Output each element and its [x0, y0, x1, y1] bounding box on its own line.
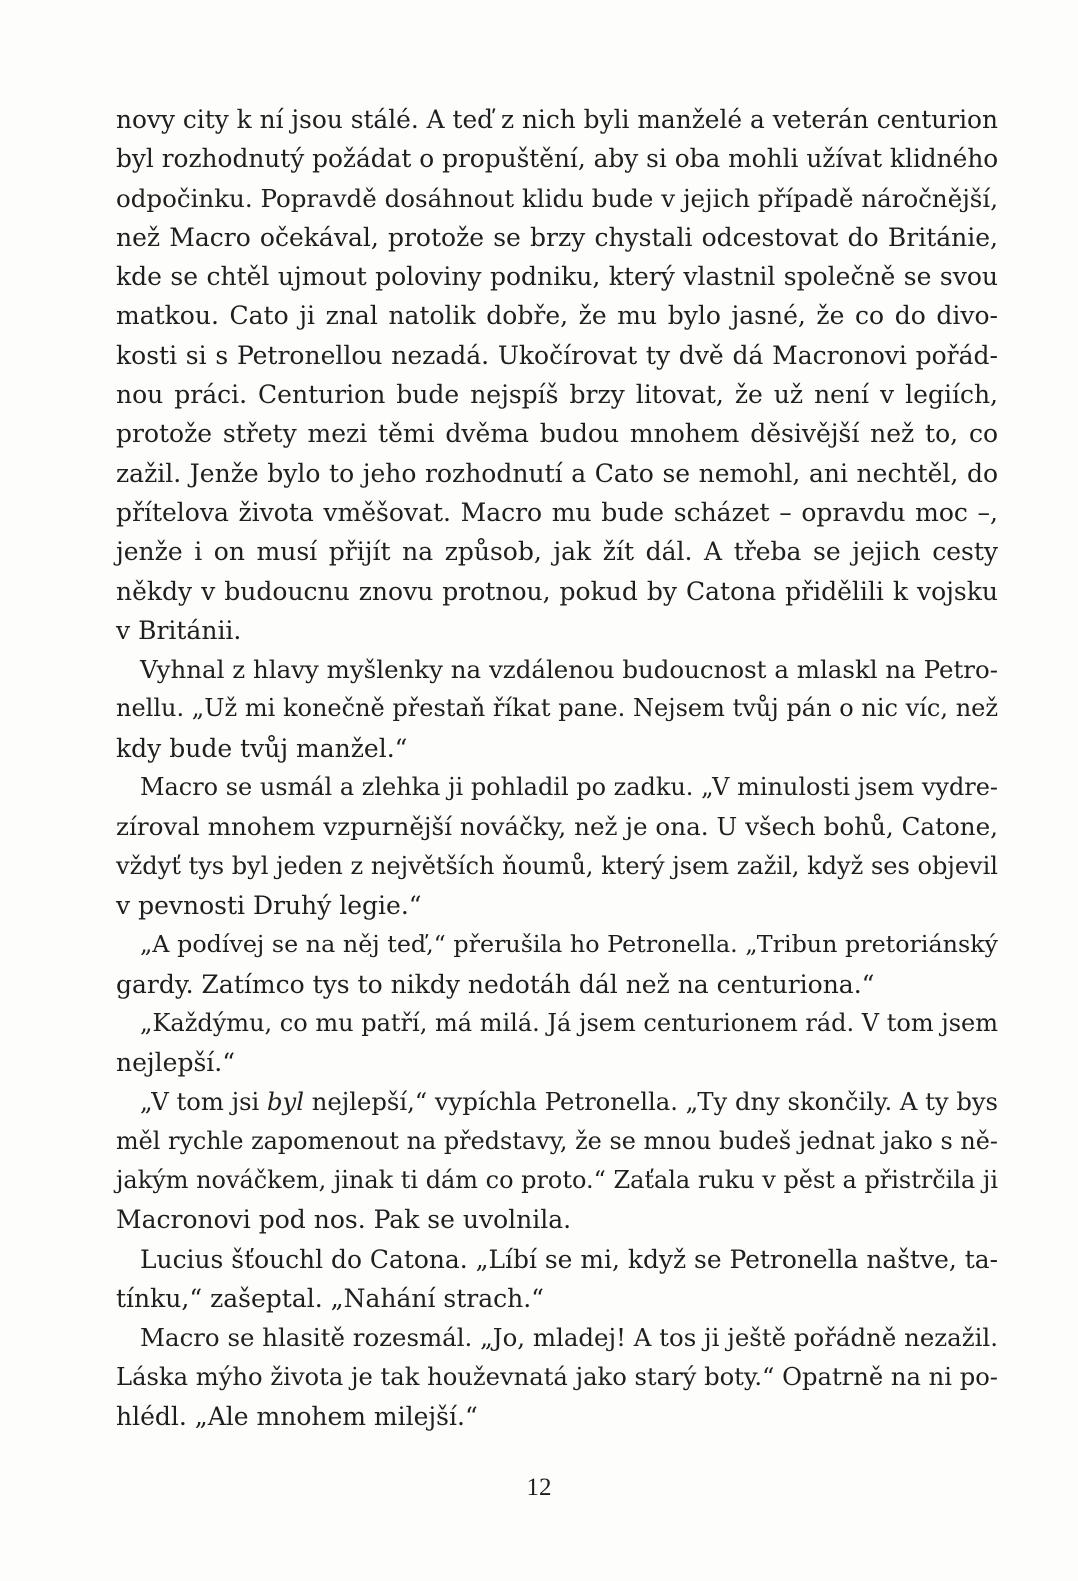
paragraph	[116, 650, 998, 768]
text-line: nellu. „Už mi konečně přestaň říkat pane. Nejsem tvůj pán o nic víc, než	[116, 694, 998, 723]
paragraph	[116, 100, 998, 650]
paragraph	[116, 768, 998, 925]
page-number: 12	[526, 1474, 552, 1501]
text-line: jenže i on musí přijít na způsob, jak žít dál. A třeba se jejich cesty	[116, 537, 998, 567]
text-line: tínku,“ zašeptal. „Nahání strach.“	[116, 1283, 544, 1313]
paragraph	[116, 1004, 998, 1083]
text-line: přítelova života vměšovat. Macro mu bude scházet – opravdu moc –,	[116, 497, 998, 527]
text-line: kdy bude tvůj manžel.“	[116, 733, 408, 763]
text-line: „V tom jsi byl nejlepší,“ vypíchla Petronella. „Ty dny skončily. A ty bys	[140, 1087, 999, 1117]
text-line: Láska mýho života je tak houževnatá jako starý boty.“ Opatrně na ni po-	[116, 1362, 998, 1391]
paragraph	[116, 1082, 998, 1239]
text-line: protože střety mezi těmi dvěma budou mnohem děsivější než to, co	[116, 419, 998, 449]
text-line: nejlepší.“	[116, 1048, 235, 1078]
text-line: byl rozhodnutý požádat o propuštění, aby si oba mohli užívat klidného	[116, 144, 999, 174]
text-line: v Británii.	[116, 615, 242, 645]
text-line: „A podívej se na něj teď,“ přerušila ho Petronella. „Tribun pretoriánský	[140, 930, 998, 959]
text-line: v pevnosti Druhý legie.“	[116, 890, 422, 920]
text-line: odpočinku. Popravdě dosáhnout klidu bude v jejich případě náročnější,	[116, 183, 998, 213]
paragraph	[116, 1318, 998, 1436]
text-line: Macro se hlasitě rozesmál. „Jo, mladej! A tos ji ještě pořádně nezažil.	[140, 1323, 998, 1353]
text-line: jakým nováčkem, jinak ti dám co proto.“ Zaťala ruku v pěst a přistrčila ji	[116, 1166, 998, 1195]
text-line: hlédl. „Ale mnohem milejší.“	[116, 1401, 478, 1431]
text-line: nou práci. Centurion bude nejspíš brzy litovat, že už není v legiích,	[116, 380, 998, 410]
text-line: někdy v budoucnu znovu protnou, pokud by Catona přidělili k vojsku	[116, 576, 998, 606]
text-line: než Macro očekával, protože se brzy chystali odcestovat do Británie,	[116, 222, 998, 252]
text-line: „Každýmu, co mu patří, má milá. Já jsem centurionem rád. V tom jsem	[140, 1008, 999, 1037]
text-line: měl rychle zapomenout na představy, že se mnou budeš jednat jako s ně-	[116, 1126, 998, 1155]
text-line: Lucius šťouchl do Catona. „Líbí se mi, když se Petronella naštve, ta-	[140, 1244, 998, 1274]
text-line: kosti si s Petronellou nezadá. Ukočírovat ty dvě dá Macronovi pořád-	[116, 340, 998, 370]
text-line: zažil. Jenže bylo to jeho rozhodnutí a Cato se nemohl, ani nechtěl, do	[116, 458, 998, 488]
text-line: zíroval mnohem vzpurnější nováčky, než je ona. U všech bohů, Catone,	[116, 812, 998, 842]
text-line: kde se chtěl ujmout poloviny podniku, který vlastnil společně se svou	[116, 262, 998, 292]
text-line: vždyť tys byl jeden z největších ňoumů, který jsem zažil, když ses objevil	[116, 851, 998, 880]
text-line: matkou. Cato ji znal natolik dobře, že mu bylo jasné, že co do divo-	[116, 301, 998, 331]
text-line: Vyhnal z hlavy myšlenky na vzdálenou budoucnost a mlaskl na Petro-	[140, 655, 998, 685]
body-text	[116, 100, 998, 1436]
emphasis: byl	[267, 1087, 305, 1117]
paragraph	[116, 1240, 998, 1319]
text-line: gardy. Zatímco tys to nikdy nedotáh dál než na centuriona.“	[116, 969, 875, 999]
paragraph	[116, 925, 998, 1004]
text-line: Macronovi pod nos. Pak se uvolnila.	[116, 1205, 572, 1235]
text-line: novy city k ní jsou stálé. A teď z nich byli manželé a veterán centurion	[116, 105, 998, 134]
text-line: Macro se usmál a zlehka ji pohladil po zadku. „V minulosti jsem vydre-	[140, 773, 998, 802]
